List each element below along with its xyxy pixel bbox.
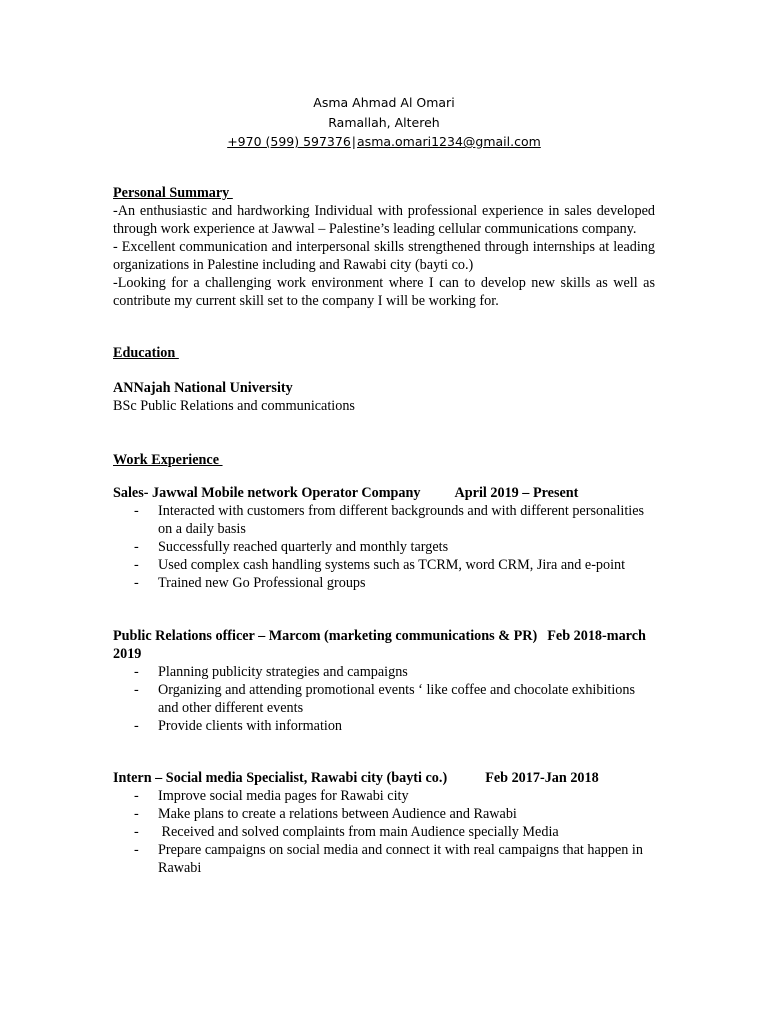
job-entry: [113, 627, 655, 735]
job-title-line: [113, 769, 655, 787]
list-item: - Prepare campaigns on social media and connect it with real campaigns that happen in Rawabi: [113, 841, 655, 877]
education-institution: ANNajah National University: [113, 380, 293, 396]
summary-heading: Personal Summary: [113, 185, 233, 201]
phone-link[interactable]: +970 (599) 597376: [227, 134, 351, 149]
list-item: - Interacted with customers from different backgrounds and with different personalities on a daily basis: [113, 502, 655, 538]
education-section: [113, 344, 655, 362]
education-degree: BSc Public Relations and communications: [113, 398, 355, 414]
job-date: Feb 2017-Jan 2018: [485, 770, 599, 786]
list-item: - Successfully reached quarterly and monthly targets: [113, 538, 655, 556]
job-duties-list: [113, 787, 655, 877]
education-heading: Education: [113, 345, 179, 361]
list-item: - Organizing and attending promotional events ‘ like coffee and chocolate exhibitions and other different events: [113, 681, 655, 717]
candidate-name: Asma Ahmad Al Omari: [313, 95, 455, 110]
job-title: Public Relations officer – Marcom (marketing communications & PR): [113, 628, 538, 644]
job-title: Sales- Jawwal Mobile network Operator Company: [113, 485, 421, 501]
job-entry: [113, 484, 655, 592]
list-item: - Planning publicity strategies and campaigns: [113, 663, 655, 681]
list-item: - Received and solved complaints from main Audience specially Media: [113, 823, 655, 841]
list-item: - Improve social media pages for Rawabi city: [113, 787, 655, 805]
candidate-location: Ramallah, Altereh: [328, 114, 440, 130]
job-duties-list: [113, 502, 655, 592]
summary-paragraph: -Looking for a challenging work environment where I can to develop new skills as well as contribute my current skill set to the company I will be working for.: [113, 275, 655, 309]
job-entry: [113, 769, 655, 877]
summary-paragraph: -An enthusiastic and hardworking Individual with professional experience in sales developed through work experience at Jawwal – Palestine’s leading cellular communications company.: [113, 203, 655, 237]
contact-line: [113, 132, 655, 152]
list-item: - Trained new Go Professional groups: [113, 574, 655, 592]
contact-separator: |: [351, 134, 357, 149]
work-section: [113, 451, 655, 469]
list-item: - Provide clients with information: [113, 717, 655, 735]
job-duties-list: [113, 663, 655, 735]
education-entry: [113, 379, 655, 415]
contact-header: [113, 93, 655, 152]
job-date: April 2019 – Present: [454, 485, 579, 501]
list-item: - Used complex cash handling systems such as TCRM, word CRM, Jira and e-point: [113, 556, 655, 574]
summary-section: [113, 184, 655, 310]
summary-body: [113, 202, 655, 310]
email-link[interactable]: asma.omari1234@gmail.com: [357, 134, 541, 149]
job-title: Intern – Social media Specialist, Rawabi city (bayti co.): [113, 770, 448, 786]
job-date: Feb 2018-march 2019: [113, 628, 646, 662]
job-title-line: [113, 484, 655, 502]
summary-paragraph: - Excellent communication and interpersonal skills strengthened through internships at leading organizations in Palestine including and Rawabi city (bayti co.): [113, 239, 655, 273]
work-heading: Work Experience: [113, 452, 223, 468]
list-item: - Make plans to create a relations between Audience and Rawabi: [113, 805, 655, 823]
job-title-line: [113, 627, 655, 663]
